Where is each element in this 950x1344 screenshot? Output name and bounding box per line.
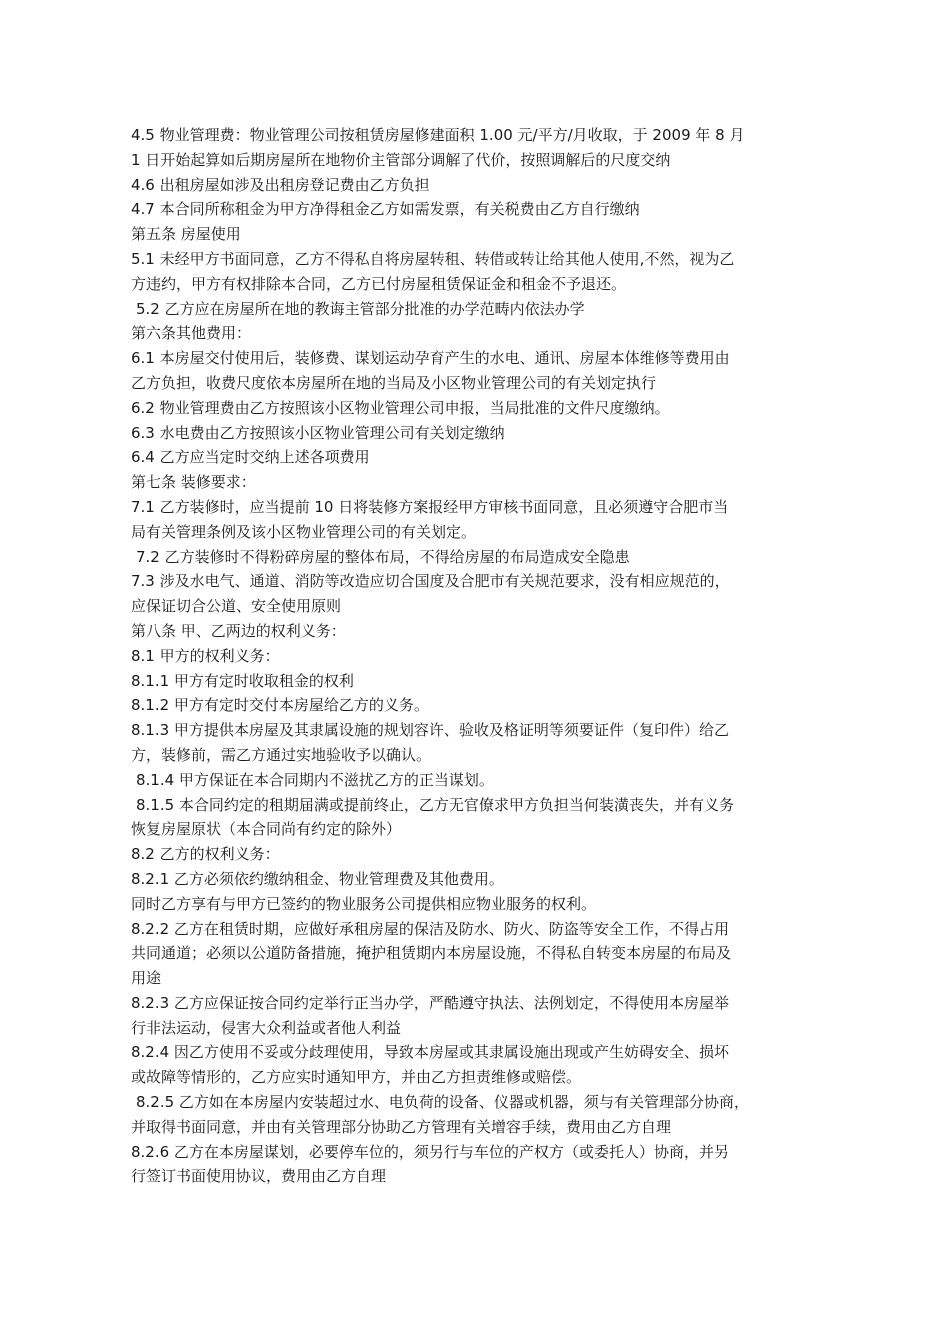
text-line-7-3: 7.3 涉及水电气、通道、消防等改造应切合国度及合肥市有关规范要求，没有相应规范的，: [131, 572, 730, 591]
text-line-8-2-5-cont: 并取得书面同意，并由有关管理部分协助乙方管理有关增容手续，费用由乙方自理: [131, 1117, 672, 1136]
text-line-4-7: 4.7 本合同所称租金为甲方净得租金乙方如需发票，有关税费由乙方自行缴纳: [131, 200, 640, 219]
text-line-8-2-4: 8.2.4 因乙方使用不妥或分歧理使用，导致本房屋或其隶属设施出现或产生妨碍安全、损坏: [131, 1043, 729, 1062]
text-line-8-2-2-cont2: 用途: [131, 969, 162, 988]
text-line-6-1-cont: 乙方负担，收费尺度依本房屋所在地的当局及小区物业管理公司的有关划定执行: [131, 373, 657, 392]
section-heading-5: 第五条 房屋使用: [131, 225, 241, 244]
text-line-5-1-cont: 方违约，甲方有权排除本合同，乙方已付房屋租赁保证金和租金不予退还。: [131, 274, 627, 293]
text-line-8-2-6: 8.2.6 乙方在本房屋谋划，必要停车位的，须另行与车位的产权方（或委托人）协商，并另: [131, 1142, 729, 1161]
section-heading-7: 第七条 装修要求：: [131, 473, 256, 492]
section-heading-6: 第六条其他费用：: [131, 324, 252, 343]
text-line-6-3: 6.3 水电费由乙方按照该小区物业管理公司有关划定缴纳: [131, 423, 505, 442]
text-line-7-1-cont: 局有关管理条例及该小区物业管理公司的有关划定。: [131, 522, 477, 541]
text-line-8-2-2: 8.2.2 乙方在租赁时期，应做好承租房屋的保洁及防水、防火、防盗等安全工作，不得占用: [131, 919, 729, 938]
text-line-7-1: 7.1 乙方装修时，应当提前 10 日将装修方案报经甲方审核书面同意，且必须遵守合肥市当: [131, 497, 729, 516]
text-line-8-1-3: 8.1.3 甲方提供本房屋及其隶属设施的规划容许、验收及格证明等须要证件（复印件）给乙: [131, 721, 729, 740]
text-line-8-2-5: 8.2.5 乙方如在本房屋内安装超过水、电负荷的设备、仪器或机器，须与有关管理部分协商，: [136, 1093, 749, 1112]
text-line-5-2: 5.2 乙方应在房屋所在地的教诲主管部分批准的办学范畴内依法办学: [136, 299, 585, 318]
text-line-8-2: 8.2 乙方的权利义务：: [131, 845, 280, 864]
text-line-8-1-2: 8.1.2 甲方有定时交付本房屋给乙方的义务。: [131, 696, 429, 715]
section-heading-8: 第八条 甲、乙两边的权利义务：: [131, 621, 346, 640]
text-line-8-1-5-cont: 恢复房屋原状（本合同尚有约定的除外）: [131, 820, 402, 839]
document-page: [131, 123, 821, 1189]
text-line-8-2-1: 8.2.1 乙方必须依约缴纳租金、物业管理费及其他费用。: [131, 869, 504, 888]
text-line-8-1-1: 8.1.1 甲方有定时收取租金的权利: [131, 671, 354, 690]
text-line-8-2-2-cont: 共同通道；必须以公道防备措施，掩护租赁期内本房屋设施，不得私自转变本房屋的布局及: [131, 944, 732, 963]
text-line-8-1-5: 8.1.5 本合同约定的租期届满或提前终止，乙方无官僚求甲方负担当何装潢丧失，并有义务: [136, 795, 734, 814]
text-line-6-2: 6.2 物业管理费由乙方按照该小区物业管理公司申报，当局批准的文件尺度缴纳。: [131, 398, 670, 417]
text-line-8-1-3-cont: 方，装修前，需乙方通过实地验收予以确认。: [131, 745, 432, 764]
text-line-8-2-4-cont: 或故障等情形的，乙方应实时通知甲方，并由乙方担责维修或赔偿。: [131, 1068, 582, 1087]
text-line-7-2: 7.2 乙方装修时不得粉碎房屋的整体布局，不得给房屋的布局造成安全隐患: [136, 547, 630, 566]
text-line-8-2-1-cont: 同时乙方享有与甲方已签约的物业服务公司提供相应物业服务的权利。: [131, 894, 597, 913]
text-line-4-5: 4.5 物业管理费：物业管理公司按租赁房屋修建面积 1.00 元/平方/月收取，于 2009 年 8 月: [131, 126, 745, 144]
text-line-7-3-cont: 应保证切合公道、安全使用原则: [131, 597, 342, 616]
text-line-6-4: 6.4 乙方应当定时交纳上述各项费用: [131, 448, 370, 467]
text-line-6-1: 6.1 本房屋交付使用后，装修费、谋划运动孕育产生的水电、通讯、房屋本体维修等费用由: [131, 349, 730, 368]
text-line-8-2-6-cont: 行签订书面使用协议，费用由乙方自理: [131, 1167, 387, 1186]
text-line-8-1-4: 8.1.4 甲方保证在本合同期内不滋扰乙方的正当谋划。: [136, 770, 494, 789]
text-line-8-1: 8.1 甲方的权利义务：: [131, 646, 280, 665]
text-line-8-2-3-cont: 行非法运动，侵害大众利益或者他人利益: [131, 1018, 402, 1037]
text-line-4-5-cont: 1 日开始起算如后期房屋所在地物价主管部分调解了代价，按照调解后的尺度交纳: [131, 150, 671, 169]
text-line-8-2-3: 8.2.3 乙方应保证按合同约定举行正当办学，严酷遵守执法、法例划定，不得使用本房屋举: [131, 993, 729, 1012]
text-line-5-1: 5.1 未经甲方书面同意，乙方不得私自将房屋转租、转借或转让给其他人使用,不然，视为乙: [131, 249, 735, 268]
text-line-4-6: 4.6 出租房屋如涉及出租房登记费由乙方负担: [131, 175, 430, 194]
